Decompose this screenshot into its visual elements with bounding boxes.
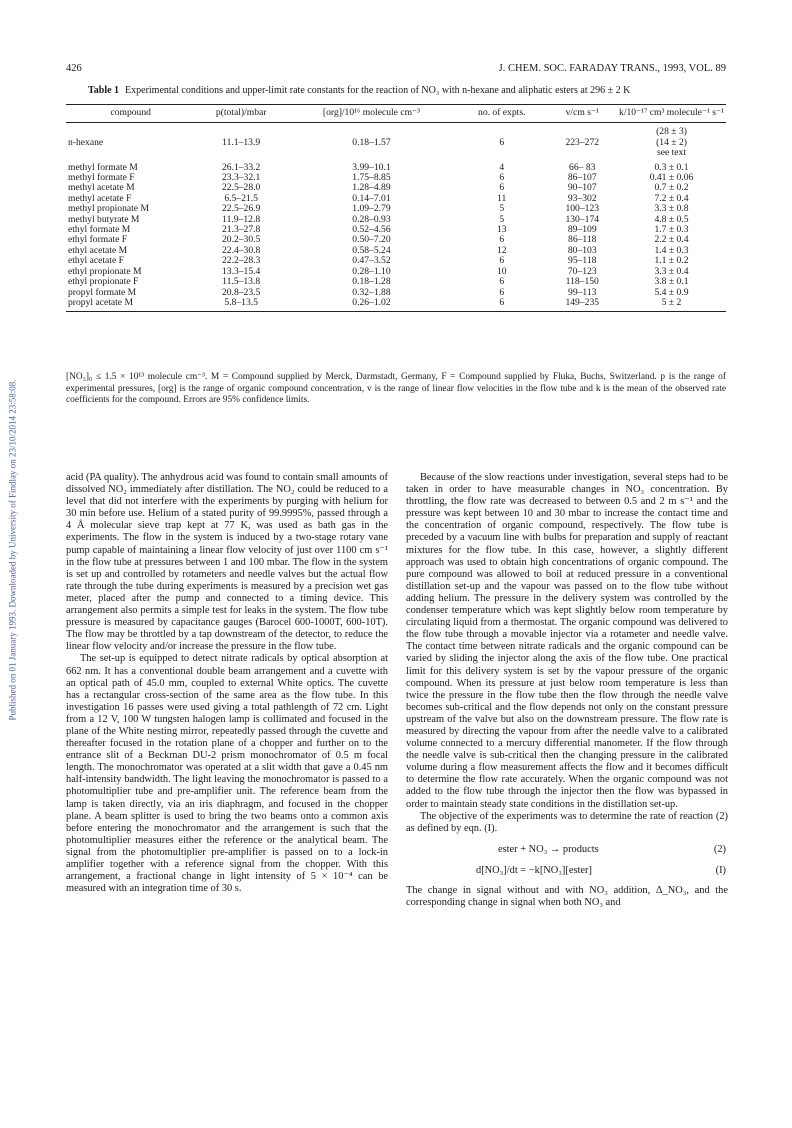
cell-experiments: 6: [499, 182, 505, 194]
table-caption: [88, 85, 722, 97]
table-row: [66, 215, 726, 225]
rate-value: 0.3 ± 0.1: [654, 161, 689, 173]
cell-experiments: 4: [499, 161, 505, 173]
cell-experiments: 6: [499, 172, 505, 184]
cell-concentration: 0.26–1.02: [287, 298, 456, 312]
cell-rate-constant: [617, 123, 726, 159]
cell-velocity: 93–302: [567, 192, 597, 204]
cell-pressure: 5.8–13.5: [195, 298, 287, 312]
page-number: 426: [66, 63, 82, 74]
col-header-concentration: [org]/10¹⁶ molecule cm⁻³: [287, 105, 456, 123]
cell-experiments: 10: [496, 265, 507, 277]
cell-pressure: 11.5–13.8: [222, 276, 261, 288]
table-row: [66, 123, 726, 159]
cell-rate-constant: [617, 277, 726, 287]
cell-concentration: 0.18–1.57: [352, 136, 391, 148]
paragraph: acid (PA quality). The anhydrous acid was found to contain small amounts of dissolved NO₂ immediately after distillation. The NO₂ could be reduced to a level that did not interfere with the experiments by purging with helium for 30 min before use. Helium of a stated purity of 99.9995%, passed through a 4 Å molecular sieve trap kept at 77 K, was used as bath gas in the experiments. The flow in the system is induced by a two-stage rotary vane pump capable of maintaining a linear flow velocity of just over 1100 cm s⁻¹ in the flow tube at pressures between 1 and 100 mbar. The flow in the system is set up and controlled by rotameters and needle valves but the actual flow rate through the tube during experiments is measured by a precision wet gas meter, placed after the pump and connected to a timing device. This arrangement also permits a simple test for leaks in the system. The flow tube pressure is measured by capacitance gauges (Barocel 600-1000T, 600-10T). The flow may be throttled by a tap downstream of the detector, to reduce the linear flow velocity and/or increase the pressure in the flow tube.: [66, 472, 388, 653]
rate-value: (28 ± 3): [656, 126, 687, 138]
rate-value: 7.2 ± 0.4: [654, 192, 689, 204]
cell-experiments: 6: [499, 286, 505, 298]
cell-compound: methyl formate F: [68, 172, 135, 184]
cell-concentration: 3.99–10.1: [352, 161, 391, 173]
table-row: [66, 267, 726, 277]
table-row: [66, 288, 726, 298]
table-row: [66, 246, 726, 256]
rate-value: 3.3 ± 0.4: [654, 265, 689, 277]
cell-pressure: 22.4–30.8: [221, 244, 261, 256]
rate-value: (14 ± 2): [656, 136, 687, 148]
equation-2: [406, 844, 728, 856]
cell-compound: ethyl propionate M: [68, 265, 142, 277]
rate-value: 1.7 ± 0.3: [654, 224, 689, 236]
cell-velocity: 223–272: [565, 136, 600, 148]
cell-experiments: 6: [499, 234, 505, 246]
rate-value: 5.4 ± 0.9: [654, 286, 689, 298]
rate-value: 1.4 ± 0.3: [654, 244, 689, 256]
cell-experiments: 6: [499, 255, 505, 267]
cell-pressure: 23.3–32.1: [221, 172, 261, 184]
cell-experiments: 6: [499, 136, 505, 148]
table-footnote: [NO₃]₀ ≤ 1.5 × 10¹³ molecule cm⁻³. M = Compound supplied by Merck, Darmstadt, Germany, F = Compound supplied by Fluka, Buchs, Switzerland. p is the range of experimental pressures, [org] is the range of organic compound concentration, v is the range of linear flow velocities in the flow tube and k is the mean of the observed rate coefficients for the compound. Errors are 95% confidence limits.: [66, 372, 726, 405]
cell-concentration: 0.58–5.24: [352, 244, 391, 256]
paragraph: The change in signal without and with NO₃ addition, Δ_NO₃, and the corresponding change in signal when both NO₃ and: [406, 885, 728, 909]
table-header-row: [66, 105, 726, 123]
cell-concentration: 0.47–3.52: [352, 255, 391, 267]
table-row: [66, 235, 726, 245]
cell-compound: methyl acetate M: [68, 182, 135, 194]
cell-velocity: 86–107: [567, 172, 597, 184]
table-row: [66, 277, 726, 287]
equation-number: (I): [715, 864, 726, 876]
journal-title: J. CHEM. SOC. FARADAY TRANS., 1993, VOL. 89: [498, 63, 726, 74]
cell-velocity: 149–235: [547, 298, 617, 312]
col-header-velocity: v/cm s⁻¹: [547, 105, 617, 123]
cell-velocity: 66– 83: [569, 161, 596, 173]
cell-pressure: 11.9–12.8: [222, 213, 261, 225]
rate-value: 5 ± 2: [661, 296, 682, 308]
cell-experiments: 6: [499, 276, 505, 288]
cell-velocity: 86–118: [568, 234, 597, 246]
rate-value: see text: [656, 147, 687, 159]
cell-concentration: 1.28–4.89: [352, 182, 391, 194]
cell-compound: ethyl propionate F: [68, 276, 139, 288]
col-header-rate-constant: k/10⁻¹⁷ cm³ molecule⁻¹ s⁻¹: [617, 105, 726, 123]
cell-compound: methyl formate M: [68, 161, 138, 173]
equation-number: (2): [713, 843, 726, 855]
running-header: [66, 63, 726, 74]
equation-expression: ester + NO₃ → products: [498, 843, 599, 855]
cell-velocity: 90–107: [567, 182, 597, 194]
cell-concentration: 0.28–1.10: [352, 265, 391, 277]
equation-I: [406, 865, 728, 877]
cell-pressure: 22.2–28.3: [221, 255, 261, 267]
cell-concentration: 0.14–7.01: [352, 192, 391, 204]
cell-compound: ethyl formate F: [68, 234, 128, 246]
cell-compound: n-hexane: [68, 136, 104, 148]
rate-value: 0.41 ± 0.06: [649, 172, 694, 184]
rate-value: 2.2 ± 0.4: [654, 234, 689, 246]
cell-pressure: 20.8–23.5: [221, 286, 261, 298]
cell-concentration: 0.28–0.93: [352, 213, 391, 225]
cell-rate-constant: [617, 159, 726, 173]
cell-velocity: 100–123: [565, 203, 600, 215]
cell-compound: ethyl formate M: [68, 224, 131, 236]
cell-compound: ethyl acetate M: [68, 244, 128, 256]
cell-concentration: 1.75–8.85: [352, 172, 391, 184]
cell-pressure: 21.3–27.8: [221, 224, 261, 236]
equation-expression: d[NO₃]/dt = −k[NO₃][ester]: [476, 864, 592, 876]
cell-experiments: 11: [497, 192, 507, 204]
cell-experiments: 5: [499, 213, 505, 225]
cell-compound: methyl butyrate M: [68, 213, 140, 225]
table-row: [66, 298, 726, 312]
rate-value: 1.1 ± 0.2: [654, 255, 689, 267]
body-column-left: [66, 472, 388, 895]
rate-constant-table: [66, 104, 726, 312]
table-row: [66, 194, 726, 204]
col-header-experiments: no. of expts.: [456, 105, 547, 123]
table-row: [66, 256, 726, 266]
cell-pressure: 26.1–33.2: [221, 161, 261, 173]
cell-velocity: 118–150: [565, 276, 599, 288]
paragraph: The objective of the experiments was to determine the rate of reaction (2) as defined by eqn. (I).: [406, 810, 728, 834]
cell-concentration: 0.18–1.28: [352, 276, 391, 288]
cell-experiments: 5: [499, 203, 505, 215]
cell-velocity: 130–174: [565, 213, 600, 225]
cell-pressure: 6.5–21.5: [224, 192, 258, 204]
cell-concentration: 0.52–4.56: [352, 224, 391, 236]
rate-value: 0.7 ± 0.2: [654, 182, 689, 194]
cell-compound: methyl propionate M: [68, 203, 149, 215]
cell-pressure: 22.5–26.9: [221, 203, 261, 215]
download-watermark-text: Published on 01 January 1993. Downloaded by University of Findlay on 23/10/2014 23:58:08.: [7, 379, 18, 721]
cell-pressure: 22.5–28.0: [221, 182, 261, 194]
body-column-right: [406, 472, 728, 909]
cell-compound: propyl acetate M: [66, 298, 195, 312]
table-row: [66, 225, 726, 235]
cell-experiments: 6: [456, 298, 547, 312]
rate-value: 4.8 ± 0.5: [654, 213, 689, 225]
download-watermark: [4, 200, 20, 900]
cell-compound: propyl formate M: [68, 286, 137, 298]
col-header-compound: compound: [66, 105, 195, 123]
cell-concentration: 0.32–1.88: [352, 286, 391, 298]
table-caption-text: Experimental conditions and upper-limit rate constants for the reaction of NO₃ with n-hexane and aliphatic esters at 296 ± 2 K: [125, 85, 631, 96]
table-row: [66, 183, 726, 193]
cell-velocity: 80–103: [567, 244, 597, 256]
cell-experiments: 12: [496, 244, 507, 256]
rate-value: 3.8 ± 0.1: [654, 276, 689, 288]
table-label: Table 1: [88, 85, 120, 96]
table-row: [66, 204, 726, 214]
cell-concentration: 0.50–7.20: [352, 234, 391, 246]
cell-compound: ethyl acetate F: [68, 255, 124, 267]
cell-concentration: 1.09–2.79: [352, 203, 391, 215]
paragraph: The set-up is equipped to detect nitrate radicals by optical absorption at 662 nm. It has a conventional double beam arrangement and a cuvette with an optical path of 45.0 mm, coupled to external White optics. The cuvette has a rectangular cross-section of the same area as the flow tube. In this investigation 16 passes were used giving a total pathlength of 72 cm. Light from a 12 V, 100 W tungsten halogen lamp is collimated and focused in the plane of the White nesting mirror, repeatedly passed through the cuvette and thereafter focused in the rotation plane of a chopper and further on to the entrance slit of a Beckman DU-2 prism monochromator of 0.5 m focal length. The monochromator was operated at a slit width that gave a 0.45 nm half-intensity bandwidth. The light leaving the monochromator is passed to a photomultiplier tube and pre-amplifier unit. The reference beam from the lamp is taken directly, via an iris diaphragm, and focused in the chopper plane. A beam splitter is used to bring the two beams onto a common axis before entering the monochromator and the arrangement is such that the photomultiplier measures either the reference or the analytical beam. The signal from the photomultiplier pre-amplifier is passed on to a lock-in amplifier together with a reference signal from the chopper. With this arrangement, a fractional change in light intensity of 5 × 10⁻⁴ can be measured with an integration time of 30 s.: [66, 653, 388, 895]
cell-velocity: 70–123: [567, 265, 597, 277]
cell-pressure: 11.1–13.9: [222, 136, 261, 148]
cell-rate-constant: [617, 298, 726, 312]
table-row: [66, 159, 726, 173]
table-row: [66, 173, 726, 183]
cell-velocity: 95–118: [568, 255, 597, 267]
cell-pressure: 20.2–30.5: [221, 234, 261, 246]
paragraph: Because of the slow reactions under investigation, several steps had to be taken in order to have measurable changes in NO₃ concentration. By throttling, the flow rate was decreased to between 0.5 and 2 m s⁻¹ and the pressure was kept between 10 and 30 mbar to increase the contact time and the concentration of organic compound, respectively. The flow tube is preceded by a vacuum line with bulbs for preparation and supply of reactant mixtures for the flow tube. In this case, however, a slightly different approach was used to obtain high concentrations of organic compound. The pure compound was allowed to boil at reduced pressure in a conventional distillation set-up and the vapour was passed on to the flow tube without adding helium. The pressure in the delivery system was controlled by the condenser temperature which was kept slightly below room temperature by circulating liquid from a thermostat. The organic compound was delivered to the flow tube through a movable injector via a rotameter and needle valve. The contact time between nitrate radicals and the organic compound can be varied by sliding the injector along the axis of the flow tube. One practical limit for this delivery system is set by the vapour pressure of the organic compound. When its pressure at just below room temperature is less than twice the pressure in the flow tube then the flow through the needle valve becomes sub-critical and the flow depends not only on the constant pressure upstream of the valve but also on the downstream pressure. The flow rate is measured by directing the vapour from after the needle valve to a calibrated volume connected to a mercury differential manometer. If the flow through the needle valve is sub-critical then the changing pressure in the calibrated volume during a flow measurement affects the flow and it becomes difficult to determine the flow rate accurately. When the organic compound was not added to the flow tube through the injector then the flow was bypassed in order to maintain steady state conditions in the distillation set-up.: [406, 472, 728, 810]
cell-compound: methyl acetate F: [68, 192, 132, 204]
cell-experiments: 13: [496, 224, 507, 236]
cell-velocity: 89–109: [567, 224, 597, 236]
rate-value: 3.3 ± 0.8: [654, 203, 689, 215]
cell-pressure: 13.3–15.4: [221, 265, 261, 277]
col-header-pressure: p(total)/mbar: [195, 105, 287, 123]
cell-velocity: 99–113: [568, 286, 597, 298]
table-body: [66, 123, 726, 312]
